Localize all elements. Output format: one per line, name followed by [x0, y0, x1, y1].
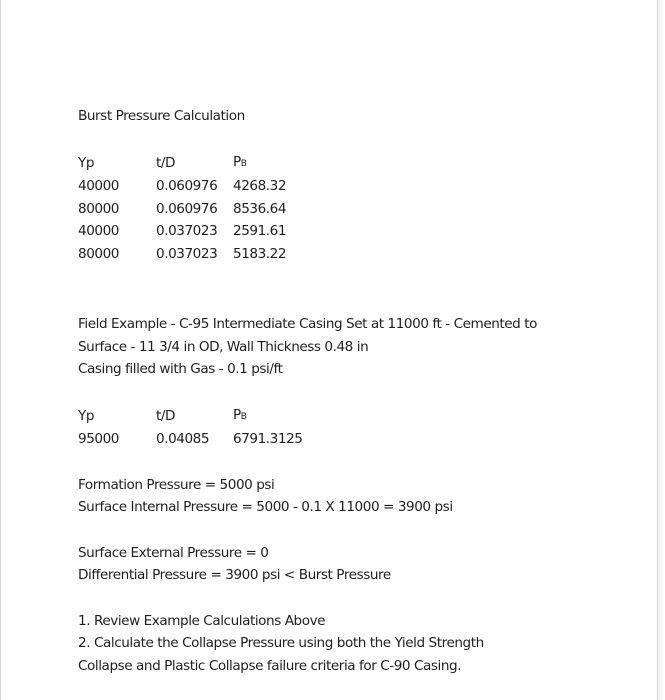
task-item-2-line-1: 2. Calculate the Collapse Pressure using both the Yield Strength — [78, 635, 484, 651]
header-yp: Yp — [78, 154, 95, 171]
surface-internal-pressure: Surface Internal Pressure = 5000 - 0.1 X 11000 = 3900 psi — [78, 499, 453, 515]
task-item-2-line-2: Collapse and Plastic Collapse failure criteria for C-90 Casing. — [78, 657, 462, 674]
field-example-line-2: Surface - 11 3/4 in OD, Wall Thickness 0.48 in — [78, 338, 369, 355]
table-header-row — [78, 404, 302, 429]
table-row — [78, 175, 286, 198]
header-pb-symbol: P — [233, 406, 241, 423]
page-edge-shadow — [658, 0, 665, 700]
cell-pb: 2591.61 — [233, 223, 287, 239]
cell-t-d: 0.060976 — [156, 178, 218, 194]
header-pb-subscript: B — [240, 158, 247, 169]
header-t-d: t/D — [156, 407, 176, 424]
page-title: Burst Pressure Calculation — [78, 108, 245, 124]
cell-yp: 80000 — [78, 245, 119, 262]
cell-yp: 95000 — [78, 431, 119, 447]
cell-pb: 5183.22 — [233, 245, 287, 262]
table-header-row — [78, 151, 286, 176]
header-pb-symbol: P — [233, 153, 241, 170]
formation-pressure: Formation Pressure = 5000 psi — [78, 476, 275, 493]
table-row — [78, 243, 286, 266]
cell-yp: 40000 — [78, 223, 119, 239]
cell-pb: 8536.64 — [233, 200, 287, 217]
field-example-table — [78, 404, 302, 451]
cell-t-d: 0.037023 — [156, 245, 218, 262]
header-pb — [233, 404, 302, 429]
table-row — [78, 220, 286, 243]
cell-pb: 4268.32 — [233, 178, 287, 194]
differential-pressure: Differential Pressure = 3900 psi < Burst Pressure — [78, 567, 391, 583]
field-example-line-1: Field Example - C-95 Intermediate Casing Set at 11000 ft - Cemented to — [78, 316, 537, 332]
cell-yp: 40000 — [78, 178, 119, 194]
task-item-1: 1. Review Example Calculations Above — [78, 612, 326, 629]
table-row — [78, 198, 286, 221]
header-pb-subscript: B — [240, 411, 247, 422]
cell-yp: 80000 — [78, 200, 119, 217]
header-t-d: t/D — [156, 154, 176, 171]
cell-t-d: 0.04085 — [156, 431, 210, 447]
header-yp: Yp — [78, 407, 95, 424]
document-content — [78, 105, 638, 677]
field-example-line-3: Casing filled with Gas - 0.1 psi/ft — [78, 361, 283, 377]
cell-t-d: 0.037023 — [156, 223, 218, 239]
cell-pb: 6791.3125 — [233, 431, 303, 447]
burst-pressure-table — [78, 151, 286, 266]
surface-external-pressure: Surface External Pressure = 0 — [78, 544, 269, 561]
cell-t-d: 0.060976 — [156, 200, 218, 217]
table-row — [78, 428, 302, 451]
header-pb — [233, 151, 286, 176]
